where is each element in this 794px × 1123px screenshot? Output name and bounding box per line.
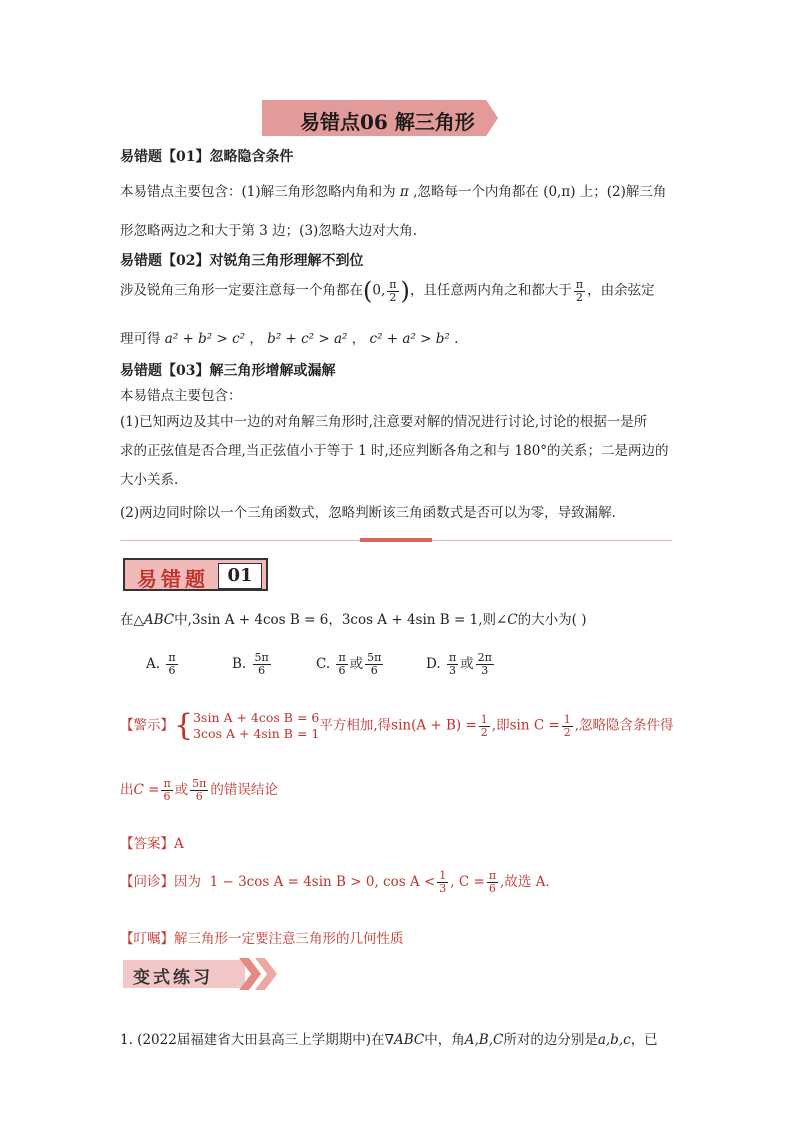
text: 中, [174, 612, 192, 628]
denominator: 2 [575, 290, 583, 304]
brace: { [174, 708, 194, 743]
text: 涉及锐角三角形一定要注意每一个角都在 [120, 282, 363, 299]
banner-label: 变式练习 [133, 968, 213, 988]
equation-system [193, 710, 319, 742]
numerator: π [488, 869, 497, 882]
denominator: 6 [168, 664, 176, 677]
text: ,忽略隐含条件得 [574, 717, 674, 734]
option-b[interactable] [232, 652, 273, 677]
denominator: 6 [163, 790, 171, 803]
pi-symbol: π [399, 184, 409, 200]
option-label: C. [316, 656, 331, 672]
title-banner [262, 100, 518, 136]
expression: 1 − 3cos A = 4sin B > 0, cos A < [209, 874, 436, 890]
numerator: π [168, 651, 176, 664]
paren-open: ( [363, 277, 373, 305]
section-2-line-1 [120, 277, 655, 305]
numerator: π [163, 777, 171, 790]
equation-1: 3sin A + 4cos B = 6 [191, 612, 329, 628]
divider-accent [360, 538, 432, 542]
reminder-text: 解三角形一定要注意三角形的几何性质 [174, 931, 404, 947]
answer-tag: 【答案】 [120, 836, 174, 852]
section-2-heading: 易错题【02】对锐角三角形理解不到位 [120, 253, 364, 269]
option-d[interactable] [426, 652, 496, 677]
page-title: 易错点06 解三角形 [300, 110, 475, 134]
option-b-value [253, 652, 271, 677]
denominator: 3 [481, 664, 489, 677]
text: ， [328, 612, 342, 628]
denominator: 2 [389, 290, 397, 304]
section-1-line-1 [120, 180, 666, 200]
numerator: 5π [367, 651, 382, 664]
expression: , C = [450, 874, 485, 890]
text: ，已 [630, 1032, 658, 1048]
numerator: 5π [254, 651, 269, 664]
inequality-2: b² + c² > a² [267, 331, 348, 347]
text: ,故选 A. [500, 874, 550, 890]
denominator: 3 [439, 882, 447, 895]
text: 中，角 [424, 1032, 465, 1048]
text: 因为 [174, 874, 201, 890]
error-problem-tag [123, 558, 268, 591]
section-3-p1-line-2: 求的正弦值是否合理,当正弦值小于等于 1 时,还应判断各角之和与 180°的关系；二是两边的 [120, 443, 669, 459]
expression: C = [133, 782, 160, 798]
denominator: 6 [488, 882, 496, 895]
text: ,则∠ [478, 612, 508, 628]
reminder-line [120, 927, 404, 947]
triangle-label: △ABC [133, 612, 175, 628]
fraction [336, 652, 347, 677]
denominator: 6 [370, 664, 378, 677]
triangle-label: ∇ABC [384, 1032, 425, 1048]
expression: sin(A + B) = [391, 717, 477, 734]
denominator: 6 [338, 664, 346, 677]
numerator: 5π [192, 777, 207, 790]
text: ，且任意两内角之和都大于 [409, 282, 572, 299]
text: 所对的边分别是 [503, 1032, 598, 1048]
text: 理可得 [120, 331, 161, 347]
tag-number: 01 [218, 563, 262, 589]
fraction [447, 652, 458, 677]
reminder-tag: 【叮嘱】 [120, 931, 174, 947]
angles: A,B,C [464, 1032, 504, 1048]
section-2-line-2: 理可得 a² + b² > c² ， b² + c² > a² ， c² + a² > b² . [120, 331, 459, 347]
section-3-p2: (2)两边同时除以一个三角函数式，忽略判断该三角函数式是否可以为零，导致漏解. [120, 505, 616, 521]
text: 或 [349, 656, 364, 672]
inequality-1: a² + b² > c² [164, 331, 246, 347]
interval: (0,π) [543, 184, 576, 200]
answer-line [120, 832, 184, 852]
option-a[interactable] [146, 652, 180, 677]
fraction [190, 778, 208, 803]
text: 出 [120, 782, 134, 798]
tag-label: 易错题 [137, 567, 209, 591]
section-1-heading: 易错题【01】忽略隐含条件 [120, 149, 294, 165]
warning-line-1 [120, 710, 674, 742]
problem-statement [120, 608, 586, 628]
text: 平方相加,得 [319, 717, 392, 734]
option-label: A. [146, 656, 161, 672]
expression: sin C = [509, 717, 560, 734]
angle-label: C [507, 612, 518, 628]
text: 在 [120, 612, 134, 628]
exercise-1 [120, 1028, 658, 1048]
text: ，由余弦定 [587, 282, 655, 299]
inequality-3: c² + a² > b² [369, 331, 450, 347]
paren-close: ) [400, 277, 410, 305]
text: ,即 [491, 717, 510, 734]
text: 本易错点主要包含：(1)解三角形忽略内角和为 [120, 184, 396, 200]
denominator: 3 [449, 664, 457, 677]
fraction [487, 870, 498, 895]
numerator: π [448, 651, 457, 664]
denominator: 2 [563, 725, 571, 739]
section-3-p1-line-1: (1)已知两边及其中一边的对角解三角形时,注意要对解的情况进行讨论,讨论的根据一是所 [120, 414, 648, 430]
sides: a,b,c [597, 1032, 631, 1048]
numerator: 1 [563, 712, 571, 726]
option-c[interactable] [316, 652, 385, 677]
fraction [476, 652, 494, 677]
diagnosis-tag: 【问诊】 [120, 874, 174, 890]
text: ,忽略每一个内角都在 [413, 184, 539, 200]
numerator: 1 [480, 712, 488, 726]
section-1-line-2: 形忽略两边之和大于第 3 边；(3)忽略大边对大角. [120, 223, 418, 239]
text: 或 [174, 782, 189, 798]
text: 的错误结论 [210, 782, 278, 798]
one-half-fraction [562, 714, 573, 739]
denominator: 6 [258, 664, 266, 677]
denominator: 2 [480, 725, 488, 739]
pi-over-2-fraction [387, 279, 398, 304]
fraction [161, 778, 172, 803]
warning-line-2 [120, 778, 278, 803]
numerator: 2π [477, 651, 492, 664]
system-eq-1: 3sin A + 4cos B = 6 [193, 710, 320, 725]
numerator: π [389, 277, 397, 291]
option-label: D. [426, 656, 441, 672]
numerator: π [338, 651, 346, 664]
one-third-fraction [437, 870, 448, 895]
section-3-intro: 本易错点主要包含： [120, 388, 242, 404]
answer-value: A [174, 836, 184, 852]
denominator: 6 [195, 790, 203, 803]
option-label: B. [232, 656, 247, 672]
one-half-fraction [479, 714, 490, 739]
system-eq-2: 3cos A + 4sin B = 1 [193, 726, 320, 741]
interval-start: 0, [372, 282, 386, 299]
variation-practice-banner [123, 958, 271, 992]
equation-2: 3cos A + 4sin B = 1 [341, 612, 479, 628]
option-a-value [166, 652, 177, 677]
diagnosis-line [120, 870, 550, 895]
numerator: π [575, 277, 584, 291]
text: 或 [460, 656, 474, 672]
text: 1. (2022届福建省大田县高三上学期期中)在 [120, 1032, 385, 1048]
text: 的大小为( ) [517, 612, 587, 628]
text: 上；(2)解三角 [579, 184, 667, 200]
pi-over-2-fraction [574, 279, 585, 304]
section-3-heading: 易错题【03】解三角形增解或漏解 [120, 363, 336, 379]
fraction [365, 652, 383, 677]
warning-tag: 【警示】 [120, 717, 174, 734]
numerator: 1 [439, 869, 447, 882]
section-3-p1-line-3: 大小关系. [120, 472, 179, 488]
